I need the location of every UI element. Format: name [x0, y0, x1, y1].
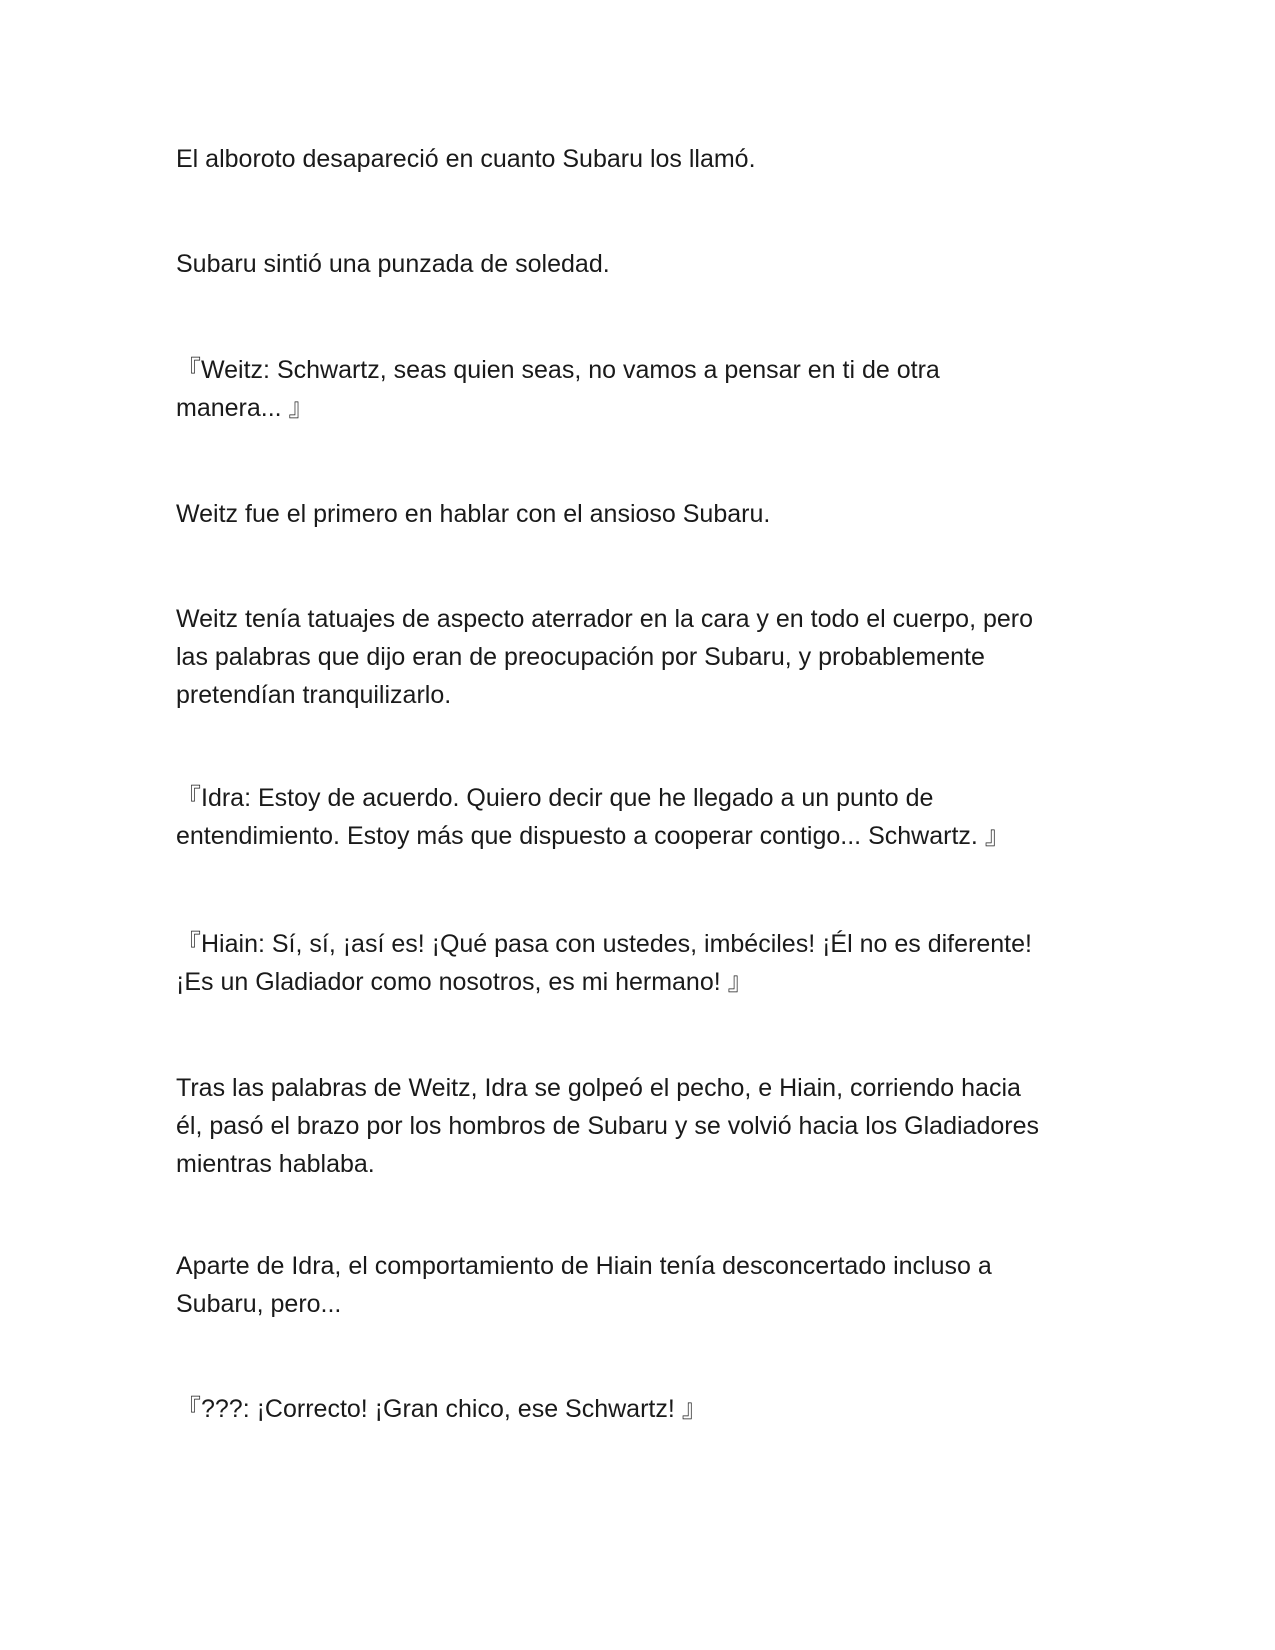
text-line: 『Weitz: Schwartz, seas quien seas, no vamos a pensar en ti de otra	[176, 356, 940, 384]
text-line: él, pasó el brazo por los hombros de Subaru y se volvió hacia los Gladiadores	[176, 1112, 1039, 1140]
paragraph-9	[176, 1247, 1116, 1323]
text-line: Subaru sintió una punzada de soledad.	[176, 250, 610, 278]
text-line: ¡Es un Gladiador como nosotros, es mi hermano! 』	[176, 968, 753, 996]
text-line: manera... 』	[176, 394, 314, 422]
text-line: Subaru, pero...	[176, 1290, 342, 1318]
paragraph-1	[176, 140, 1116, 178]
dialogue-weitz	[176, 351, 1116, 427]
text-line: El alboroto desapareció en cuanto Subaru los llamó.	[176, 145, 756, 173]
paragraph-5	[176, 600, 1116, 714]
text-line: entendimiento. Estoy más que dispuesto a cooperar contigo... Schwartz. 』	[176, 822, 1010, 850]
text-line: pretendían tranquilizarlo.	[176, 681, 452, 709]
text-line: 『Idra: Estoy de acuerdo. Quiero decir que he llegado a un punto de	[176, 784, 934, 812]
text-line: Aparte de Idra, el comportamiento de Hiain tenía desconcertado incluso a	[176, 1252, 992, 1280]
dialogue-idra	[176, 779, 1116, 855]
text-line: 『???: ¡Correcto! ¡Gran chico, ese Schwartz! 』	[176, 1395, 707, 1423]
dialogue-unknown	[176, 1390, 1116, 1428]
text-line: las palabras que dijo eran de preocupación por Subaru, y probablemente	[176, 643, 985, 671]
text-line: Tras las palabras de Weitz, Idra se golpeó el pecho, e Hiain, corriendo hacia	[176, 1074, 1021, 1102]
text-line: Weitz tenía tatuajes de aspecto aterrador en la cara y en todo el cuerpo, pero	[176, 605, 1034, 633]
paragraph-8	[176, 1069, 1116, 1183]
text-line: 『Hiain: Sí, sí, ¡así es! ¡Qué pasa con ustedes, imbéciles! ¡Él no es diferente!	[176, 930, 1032, 958]
text-line: mientras hablaba.	[176, 1150, 375, 1178]
text-line: Weitz fue el primero en hablar con el ansioso Subaru.	[176, 500, 771, 528]
paragraph-4	[176, 495, 1116, 533]
dialogue-hiain	[176, 925, 1116, 1001]
paragraph-2	[176, 245, 1116, 283]
